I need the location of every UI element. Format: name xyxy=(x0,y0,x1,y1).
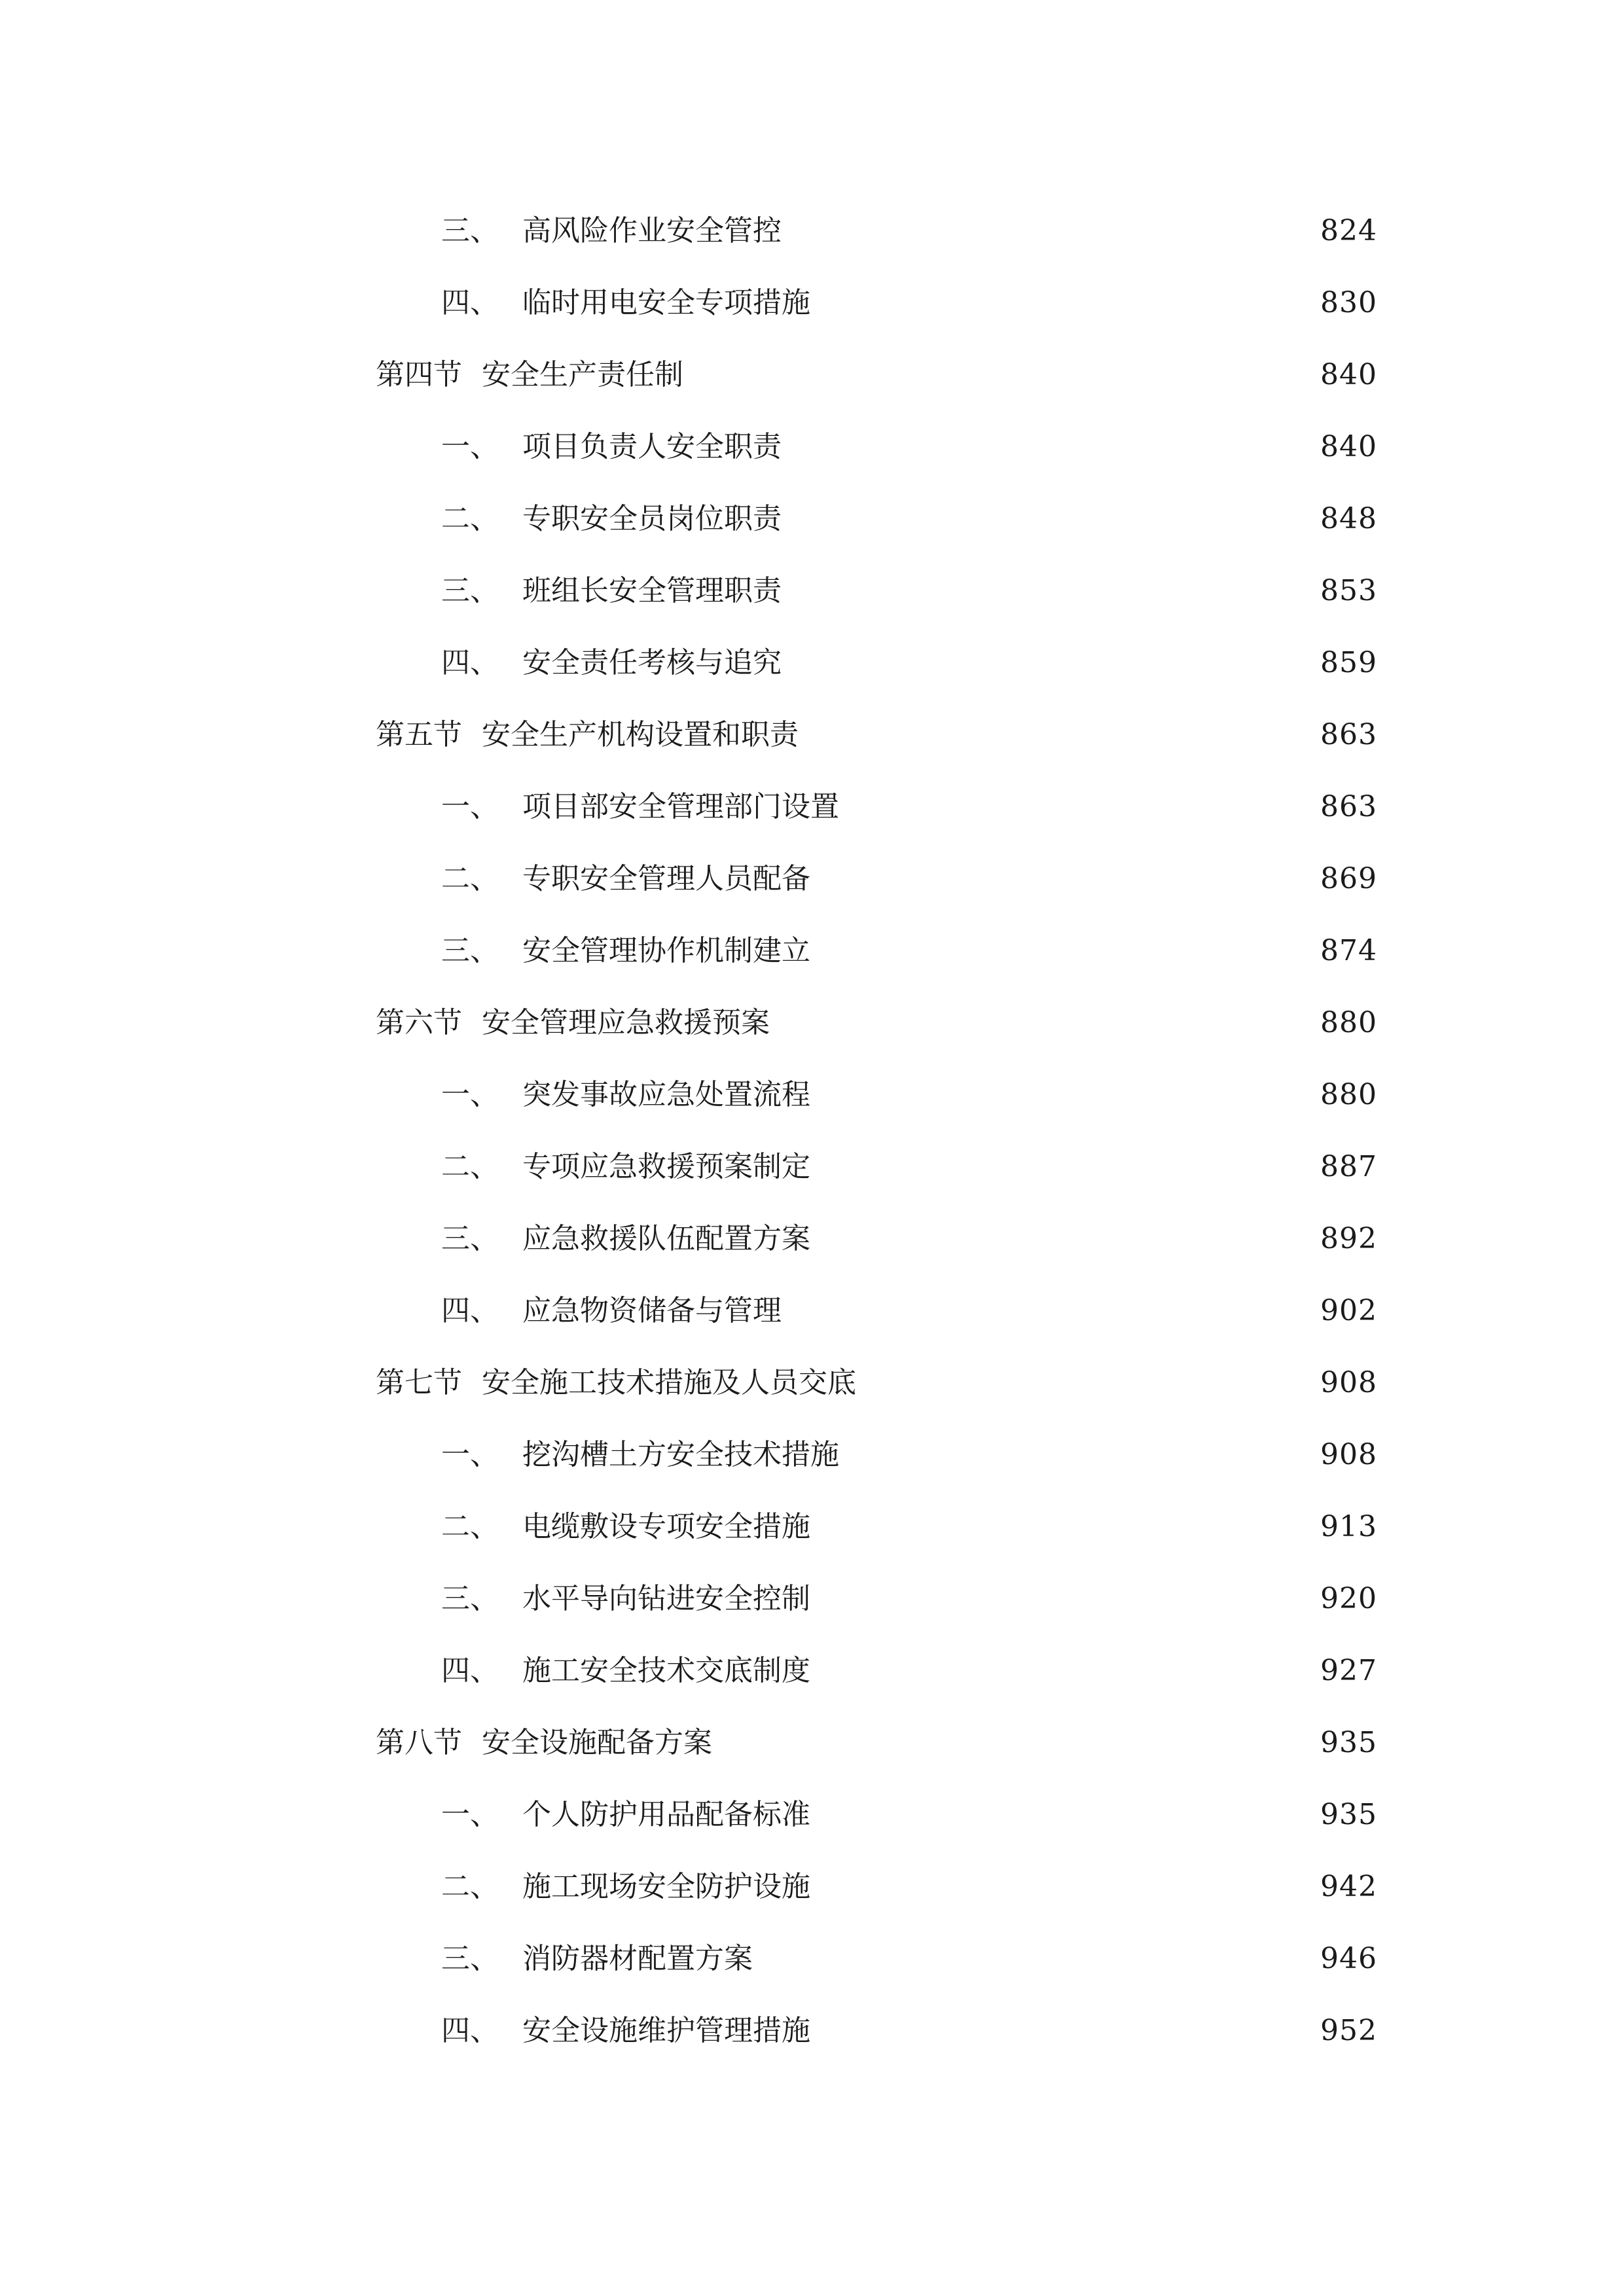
toc-entry-page-number: 902 xyxy=(1320,1294,1377,1327)
toc-entry-title: 水平导向钻进安全控制 xyxy=(522,1582,810,1615)
dot-leader xyxy=(805,723,1307,751)
toc-section-title: 安全设施配备方案 xyxy=(482,1726,712,1759)
toc-entry-number: 四、 xyxy=(441,1294,499,1327)
toc-entry-page-number: 946 xyxy=(1320,1942,1377,1975)
dot-leader xyxy=(846,795,1307,823)
toc-entry-page-number: 908 xyxy=(1320,1366,1377,1399)
toc-entry-number: 一、 xyxy=(441,430,499,463)
toc-entry-number: 一、 xyxy=(441,1798,499,1831)
toc-entry-number: 二、 xyxy=(441,1870,499,1903)
toc-entry[interactable] xyxy=(376,1779,1377,1851)
toc-entry-title: 施工安全技术交底制度 xyxy=(522,1654,810,1687)
dot-leader xyxy=(817,867,1307,895)
toc-entry-title: 消防器材配置方案 xyxy=(522,1942,753,1975)
toc-entry[interactable] xyxy=(376,1131,1377,1203)
toc-entry-page-number: 935 xyxy=(1320,1726,1377,1759)
toc-entry-page-number: 859 xyxy=(1320,646,1377,679)
toc-entry-number: 四、 xyxy=(441,2014,499,2047)
toc-entry-title: 应急救援队伍配置方案 xyxy=(522,1222,810,1255)
toc-entry-number: 一、 xyxy=(441,1438,499,1471)
toc-section-number: 第七节 xyxy=(376,1366,462,1399)
toc-entry[interactable] xyxy=(376,555,1377,627)
dot-leader xyxy=(863,1371,1307,1399)
dot-leader xyxy=(817,291,1307,319)
toc-entry-title: 安全管理协作机制建立 xyxy=(522,934,810,967)
toc-entry[interactable] xyxy=(376,1419,1377,1491)
toc-entry-page-number: 848 xyxy=(1320,502,1377,535)
toc-entry-page-number: 830 xyxy=(1320,286,1377,319)
toc-entry-title: 安全设施维护管理措施 xyxy=(522,2014,810,2047)
toc-entry-number: 二、 xyxy=(441,502,499,535)
toc-entry[interactable] xyxy=(376,627,1377,699)
toc-entry-title: 电缆敷设专项安全措施 xyxy=(522,1510,810,1543)
dot-leader xyxy=(817,1227,1307,1255)
dot-leader xyxy=(788,435,1307,463)
toc-entry-title: 临时用电安全专项措施 xyxy=(522,286,810,319)
toc-entry-title: 安全责任考核与追究 xyxy=(522,646,782,679)
toc-entry-page-number: 869 xyxy=(1320,862,1377,895)
toc-entry-page-number: 880 xyxy=(1320,1078,1377,1111)
dot-leader xyxy=(817,1083,1307,1111)
toc-entry-page-number: 863 xyxy=(1320,790,1377,823)
toc-entry[interactable] xyxy=(376,843,1377,915)
toc-entry-title: 施工现场安全防护设施 xyxy=(522,1870,810,1903)
table-of-contents xyxy=(376,195,1377,2067)
dot-leader xyxy=(817,1659,1307,1687)
toc-section-number: 第四节 xyxy=(376,358,462,391)
dot-leader xyxy=(817,1155,1307,1183)
dot-leader xyxy=(788,579,1307,607)
dot-leader xyxy=(817,1803,1307,1831)
toc-entry-page-number: 840 xyxy=(1320,430,1377,463)
toc-entry[interactable] xyxy=(376,267,1377,339)
toc-entry-number: 三、 xyxy=(441,1222,499,1255)
toc-entry-number: 三、 xyxy=(441,214,499,247)
toc-entry-page-number: 874 xyxy=(1320,934,1377,967)
toc-entry[interactable] xyxy=(376,915,1377,987)
dot-leader xyxy=(817,1515,1307,1543)
toc-entry-number: 二、 xyxy=(441,862,499,895)
toc-entry-number: 三、 xyxy=(441,574,499,607)
dot-leader xyxy=(719,1731,1307,1759)
toc-section-title: 安全管理应急救援预案 xyxy=(482,1006,770,1039)
dot-leader xyxy=(690,363,1307,391)
toc-entry[interactable] xyxy=(376,1851,1377,1923)
dot-leader xyxy=(759,1946,1307,1975)
toc-section-number: 第五节 xyxy=(376,718,462,751)
toc-entry-number: 一、 xyxy=(441,1078,499,1111)
toc-section-entry[interactable] xyxy=(376,1707,1377,1779)
toc-section-title: 安全施工技术措施及人员交底 xyxy=(482,1366,856,1399)
toc-section-number: 第八节 xyxy=(376,1726,462,1759)
toc-entry-number: 二、 xyxy=(441,1510,499,1543)
toc-section-title: 安全生产机构设置和职责 xyxy=(482,718,799,751)
toc-entry[interactable] xyxy=(376,1635,1377,1707)
toc-entry-title: 挖沟槽土方安全技术措施 xyxy=(522,1438,839,1471)
dot-leader xyxy=(817,2018,1307,2047)
toc-section-entry[interactable] xyxy=(376,699,1377,771)
toc-entry-title: 高风险作业安全管控 xyxy=(522,214,782,247)
toc-entry-title: 专项应急救援预案制定 xyxy=(522,1150,810,1183)
toc-entry-number: 三、 xyxy=(441,1942,499,1975)
toc-entry-title: 个人防护用品配备标准 xyxy=(522,1798,810,1831)
toc-entry-page-number: 908 xyxy=(1320,1438,1377,1471)
toc-section-number: 第六节 xyxy=(376,1006,462,1039)
toc-entry[interactable] xyxy=(376,411,1377,483)
toc-entry-page-number: 892 xyxy=(1320,1222,1377,1255)
toc-entry[interactable] xyxy=(376,1923,1377,1995)
toc-entry-title: 项目负责人安全职责 xyxy=(522,430,782,463)
toc-entry-page-number: 887 xyxy=(1320,1150,1377,1183)
toc-entry[interactable] xyxy=(376,195,1377,267)
toc-entry-page-number: 913 xyxy=(1320,1510,1377,1543)
dot-leader xyxy=(788,219,1307,247)
toc-entry-number: 四、 xyxy=(441,1654,499,1687)
toc-entry-page-number: 880 xyxy=(1320,1006,1377,1039)
toc-entry-page-number: 927 xyxy=(1320,1654,1377,1687)
toc-entry-title: 突发事故应急处置流程 xyxy=(522,1078,810,1111)
toc-entry-title: 项目部安全管理部门设置 xyxy=(522,790,839,823)
toc-entry-page-number: 935 xyxy=(1320,1798,1377,1831)
toc-entry-page-number: 920 xyxy=(1320,1582,1377,1615)
toc-section-title: 安全生产责任制 xyxy=(482,358,683,391)
toc-entry-title: 班组长安全管理职责 xyxy=(522,574,782,607)
toc-section-entry[interactable] xyxy=(376,339,1377,411)
toc-entry-title: 应急物资储备与管理 xyxy=(522,1294,782,1327)
toc-entry[interactable] xyxy=(376,1059,1377,1131)
dot-leader xyxy=(817,939,1307,967)
dot-leader xyxy=(817,1874,1307,1903)
dot-leader xyxy=(817,1587,1307,1615)
toc-entry[interactable] xyxy=(376,1491,1377,1563)
toc-entry-number: 二、 xyxy=(441,1150,499,1183)
toc-entry[interactable] xyxy=(376,771,1377,843)
toc-entry-number: 三、 xyxy=(441,1582,499,1615)
dot-leader xyxy=(776,1011,1307,1039)
toc-entry[interactable] xyxy=(376,1275,1377,1347)
toc-section-entry[interactable] xyxy=(376,987,1377,1059)
dot-leader xyxy=(846,1443,1307,1471)
toc-entry-page-number: 942 xyxy=(1320,1870,1377,1903)
toc-entry-page-number: 853 xyxy=(1320,574,1377,607)
toc-entry-number: 一、 xyxy=(441,790,499,823)
toc-entry-number: 四、 xyxy=(441,646,499,679)
toc-entry-page-number: 863 xyxy=(1320,718,1377,751)
dot-leader xyxy=(788,507,1307,535)
toc-entry-page-number: 952 xyxy=(1320,2014,1377,2047)
toc-entry[interactable] xyxy=(376,483,1377,555)
toc-section-entry[interactable] xyxy=(376,1347,1377,1419)
toc-entry-number: 四、 xyxy=(441,286,499,319)
toc-entry[interactable] xyxy=(376,1563,1377,1635)
toc-entry[interactable] xyxy=(376,1203,1377,1275)
toc-entry-number: 三、 xyxy=(441,934,499,967)
toc-entry-page-number: 824 xyxy=(1320,214,1377,247)
dot-leader xyxy=(788,651,1307,679)
dot-leader xyxy=(788,1299,1307,1327)
toc-entry[interactable] xyxy=(376,1995,1377,2067)
toc-entry-title: 专职安全管理人员配备 xyxy=(522,862,810,895)
toc-entry-title: 专职安全员岗位职责 xyxy=(522,502,782,535)
toc-entry-page-number: 840 xyxy=(1320,358,1377,391)
